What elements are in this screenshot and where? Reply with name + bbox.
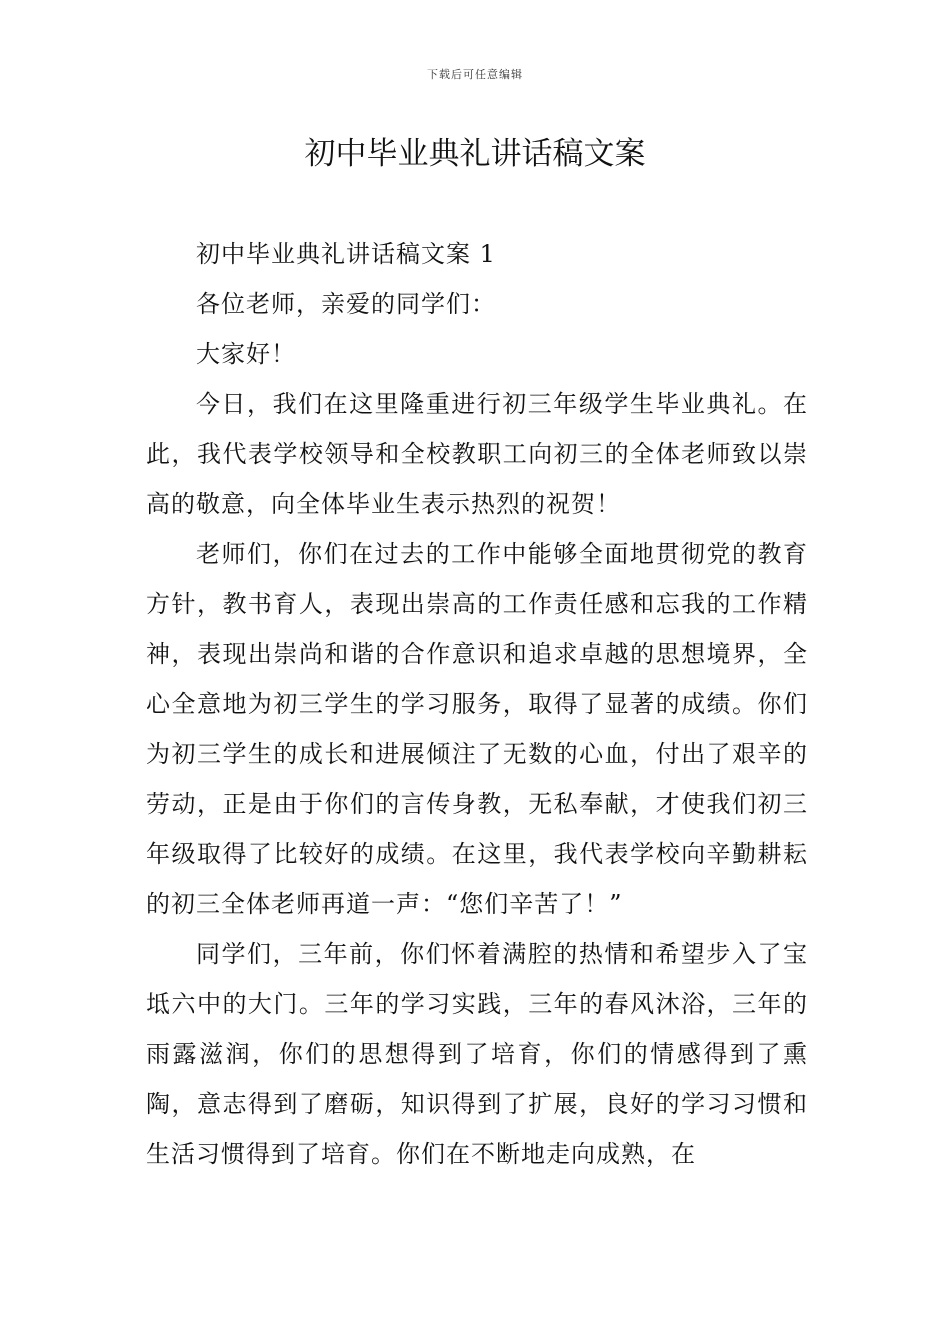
document-body: [146, 229, 808, 1179]
paragraph: 老师们，你们在过去的工作中能够全面地贯彻党的教育方针，教书育人，表现出崇高的工作责任感和忘我的工作精神，表现出崇尚和谐的合作意识和追求卓越的思想境界，全心全意地为初三学生的学习服务，取得了显著的成绩。你们为初三学生的成长和进展倾注了无数的心血，付出了艰辛的劳动，正是由于你们的言传身教，无私奉献，才使我们初三年级取得了比较好的成绩。在这里，我代表学校向辛勤耕耘的初三全体老师再道一声：“您们辛苦了！”: [146, 540, 808, 918]
document-title: 初中毕业典礼讲话稿文案: [304, 136, 646, 172]
paragraph: 今日，我们在这里隆重进行初三年级学生毕业典礼。在此，我代表学校领导和全校教职工向初三的全体老师致以崇高的敬意，向全体毕业生表示热烈的祝贺！: [146, 390, 808, 518]
paragraph: 同学们，三年前，你们怀着满腔的热情和希望步入了宝坻六中的大门。三年的学习实践，三年的春风沐浴，三年的雨露滋润，你们的思想得到了培育，你们的情感得到了熏陶，意志得到了磨砺，知识得到了扩展，良好的学习习惯和生活习惯得到了培育。你们在不断地走向成熟，在: [146, 940, 808, 1168]
paragraph-heading: 初中毕业典礼讲话稿文案 1: [196, 240, 496, 268]
header-note: 下载后可任意编辑: [427, 68, 523, 81]
paragraph-salutation: 各位老师，亲爱的同学们：: [196, 290, 496, 318]
paragraph-greeting: 大家好！: [196, 340, 296, 368]
